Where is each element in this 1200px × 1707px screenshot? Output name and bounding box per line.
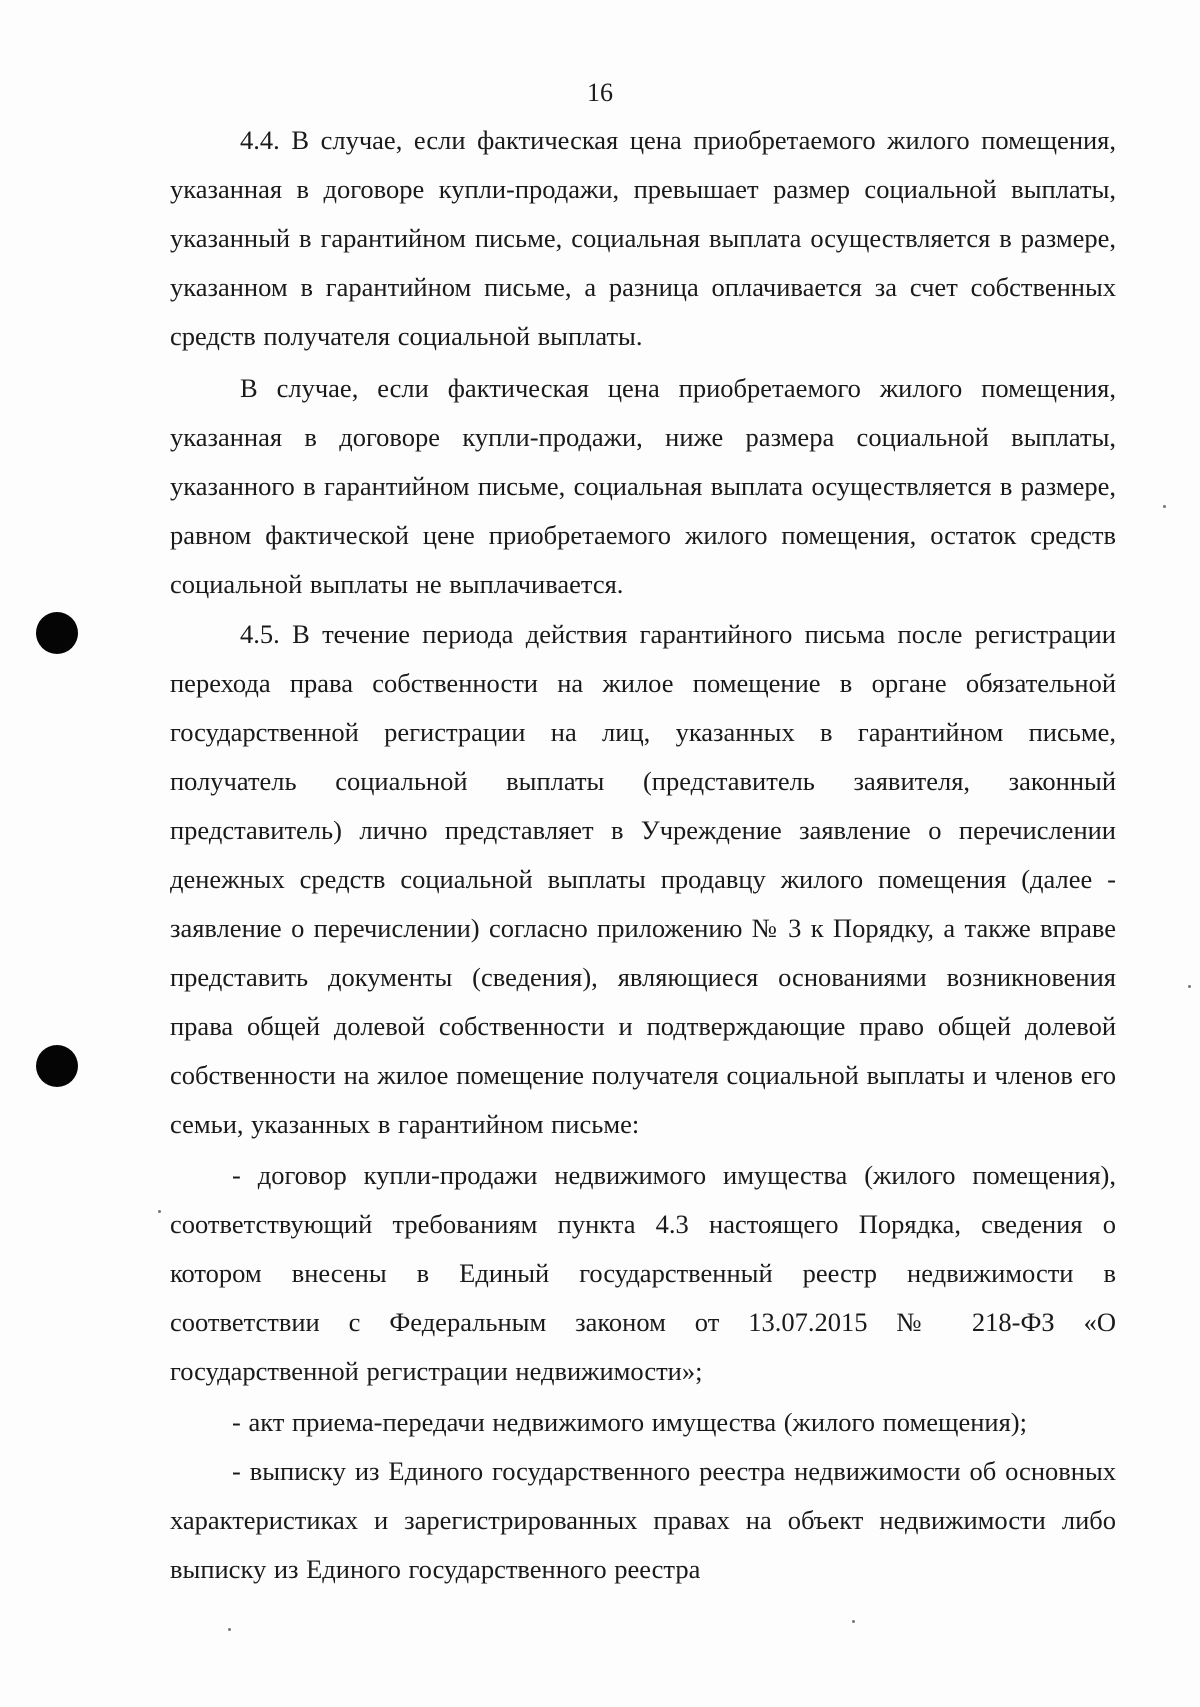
list-item-registry-extract: - выписку из Единого государственного реестра недвижимости об основных характеристиках и зарегистрированных правах на объект недвижимости либо выписку из Единого государственного реестра: [170, 1456, 1116, 1584]
scan-speck: [1188, 985, 1191, 988]
page-number: 16: [587, 78, 613, 107]
scan-speck: [1163, 505, 1166, 508]
paragraph-4-5: 4.5. В течение периода действия гарантийного письма после регистрации перехода права собственности на жилое помещение в органе обязательной государственной регистрации на лиц, указанных в гарантийном письме, получатель социальной выплаты (представитель заявителя, законный представитель) лично представляет в Учреждение заявление о перечислении денежных средств социальной выплаты продавцу жилого помещения (далее - заявление о перечислении) согласно приложению № 3 к Порядку, а также вправе представить документы (сведения), являющиеся основаниями возникновения права общей долевой собственности и подтверждающие право общей долевой собственности на жилое помещение получателя социальной выплаты и членов его семьи, указанных в гарантийном письме:: [170, 619, 1116, 1139]
paragraph-4-4: 4.4. В случае, если фактическая цена приобретаемого жилого помещения, указанная в договоре купли-продажи, превышает размер социальной выплаты, указанный в гарантийном письме, социальная выплата осуществляется в размере, указанном в гарантийном письме, а разница оплачивается за счет собственных средств получателя социальной выплаты.: [170, 125, 1116, 351]
scan-speck: [228, 1628, 231, 1631]
scan-speck: [158, 1210, 161, 1213]
punch-hole-mark: [36, 1045, 78, 1087]
list-item-transfer-act: - акт приема-передачи недвижимого имущества (жилого помещения);: [232, 1407, 1027, 1437]
scan-speck: [852, 1620, 855, 1623]
punch-hole-mark: [36, 612, 78, 654]
list-item-sale-contract: - договор купли-продажи недвижимого имущества (жилого помещения), соответствующий требованиям пункта 4.3 настоящего Порядка, сведения о котором внесены в Единый государственный реестр недвижимости в соответствии с Федеральным законом от 13.07.2015 № 218-ФЗ «О государственной регистрации недвижимости»;: [170, 1160, 1116, 1386]
paragraph-4-4-continued: В случае, если фактическая цена приобретаемого жилого помещения, указанная в договоре купли-продажи, ниже размера социальной выплаты, указанного в гарантийном письме, социальная выплата осуществляется в размере, равном фактической цене приобретаемого жилого помещения, остаток средств социальной выплаты не выплачивается.: [170, 373, 1116, 599]
